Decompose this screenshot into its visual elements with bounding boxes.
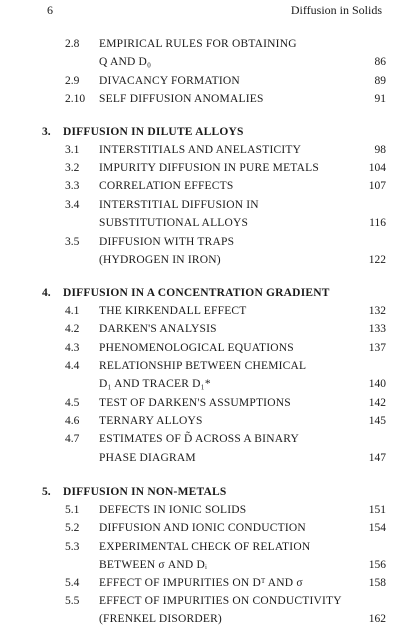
- toc-entry: [0, 559, 416, 579]
- toc-entry: [0, 522, 416, 542]
- entry-page: 104: [368, 162, 386, 174]
- chapter-number: 5.: [42, 486, 51, 498]
- entry-title: ESTIMATES OF D̃ ACROSS A BINARY: [99, 433, 299, 445]
- entry-title: (FRENKEL DISORDER): [99, 613, 222, 625]
- toc-entry: [0, 236, 416, 256]
- entry-number: 5.2: [65, 522, 80, 534]
- entry-page: 132: [368, 305, 386, 317]
- entry-page: 151: [368, 504, 386, 516]
- entry-number: 4.1: [65, 305, 80, 317]
- entry-title: DIFFUSION AND IONIC CONDUCTION: [99, 522, 306, 534]
- entry-page: 140: [368, 378, 386, 390]
- toc-entry: [0, 342, 416, 362]
- entry-title: IMPURITY DIFFUSION IN PURE METALS: [99, 162, 319, 174]
- entry-page: 91: [374, 93, 386, 105]
- entry-title: SELF DIFFUSION ANOMALIES: [99, 93, 264, 105]
- entry-number: 4.4: [65, 360, 80, 372]
- entry-number: 3.5: [65, 236, 80, 248]
- entry-title: CORRELATION EFFECTS: [99, 180, 234, 192]
- toc-entry: [0, 577, 416, 597]
- entry-page: 107: [368, 180, 386, 192]
- toc-entry: [0, 254, 416, 274]
- chapter-heading: [0, 126, 416, 146]
- entry-page: 86: [374, 56, 386, 68]
- toc-entry: [0, 217, 416, 237]
- entry-title: THE KIRKENDALL EFFECT: [99, 305, 247, 317]
- entry-number: 3.3: [65, 180, 80, 192]
- chapter-heading: [0, 486, 416, 506]
- toc-entry: [0, 613, 416, 633]
- toc-entry: [0, 75, 416, 95]
- entry-number: 4.7: [65, 433, 80, 445]
- toc-entry: [0, 93, 416, 113]
- toc-entry: [0, 38, 416, 58]
- page-number: 6: [47, 3, 53, 17]
- entry-number: 3.1: [65, 144, 80, 156]
- entry-number: 5.3: [65, 541, 80, 553]
- entry-number: 2.9: [65, 75, 80, 87]
- entry-title: RELATIONSHIP BETWEEN CHEMICAL: [99, 360, 307, 372]
- toc-entry: [0, 56, 416, 76]
- entry-title: TEST OF DARKEN'S ASSUMPTIONS: [99, 397, 291, 409]
- toc-entry: [0, 180, 416, 200]
- entry-title: PHASE DIAGRAM: [99, 452, 196, 464]
- entry-title: DIFFUSION WITH TRAPS: [99, 236, 235, 248]
- entry-page: 142: [368, 397, 386, 409]
- entry-number: 2.8: [65, 38, 80, 50]
- chapter-title: DIFFUSION IN A CONCENTRATION GRADIENT: [63, 287, 330, 299]
- toc-entry: [0, 541, 416, 561]
- entry-number: 4.2: [65, 323, 80, 335]
- entry-number: 5.1: [65, 504, 80, 516]
- entry-number: 3.2: [65, 162, 80, 174]
- entry-title: TERNARY ALLOYS: [99, 415, 203, 427]
- entry-number: 4.3: [65, 342, 80, 354]
- entry-page: 137: [368, 342, 386, 354]
- toc-entry: [0, 378, 416, 398]
- entry-page: 145: [368, 415, 386, 427]
- chapter-number: 4.: [42, 287, 51, 299]
- entry-title: INTERSTITIALS AND ANELASTICITY: [99, 144, 302, 156]
- entry-title: DEFECTS IN IONIC SOLIDS: [99, 504, 247, 516]
- entry-page: 116: [369, 217, 386, 229]
- entry-page: 122: [368, 254, 386, 266]
- toc-entry: [0, 595, 416, 615]
- entry-page: 158: [368, 577, 386, 589]
- toc-entry: [0, 199, 416, 219]
- entry-title: SUBSTITUTIONAL ALLOYS: [99, 217, 249, 229]
- entry-title: PHENOMENOLOGICAL EQUATIONS: [99, 342, 294, 354]
- entry-number: 3.4: [65, 199, 80, 211]
- toc-entry: [0, 162, 416, 182]
- page-header: [0, 3, 416, 21]
- entry-page: 156: [368, 559, 386, 571]
- chapter-number: 3.: [42, 126, 51, 138]
- entry-title: (HYDROGEN IN IRON): [99, 254, 221, 266]
- entry-number: 5.4: [65, 577, 80, 589]
- running-title: Diffusion in Solids: [290, 3, 382, 17]
- toc-entry: [0, 323, 416, 343]
- entry-title: EMPIRICAL RULES FOR OBTAINING: [99, 38, 297, 50]
- entry-number: 2.10: [65, 93, 86, 105]
- entry-title: INTERSTITIAL DIFFUSION IN: [99, 199, 259, 211]
- chapter-title: DIFFUSION IN NON-METALS: [63, 486, 227, 498]
- entry-number: 4.6: [65, 415, 80, 427]
- entry-number: 5.5: [65, 595, 80, 607]
- entry-number: 4.5: [65, 397, 80, 409]
- entry-title: EFFECT OF IMPURITIES ON CONDUCTIVITY: [99, 595, 342, 607]
- entry-page: 154: [368, 522, 386, 534]
- toc-entry: [0, 397, 416, 417]
- chapter-title: DIFFUSION IN DILUTE ALLOYS: [63, 126, 244, 138]
- toc-entry: [0, 504, 416, 524]
- entry-title: BETWEEN σ AND Dᵢ: [99, 559, 208, 571]
- entry-title: DIVACANCY FORMATION: [99, 75, 240, 87]
- entry-title: Q AND D₀: [99, 56, 152, 68]
- chapter-heading: [0, 287, 416, 307]
- entry-page: 162: [368, 613, 386, 625]
- entry-title: EXPERIMENTAL CHECK OF RELATION: [99, 541, 311, 553]
- entry-title: D₁ AND TRACER D₁*: [99, 378, 211, 390]
- toc-entry: [0, 305, 416, 325]
- entry-page: 147: [368, 452, 386, 464]
- entry-page: 98: [374, 144, 386, 156]
- entry-page: 133: [368, 323, 386, 335]
- toc-entry: [0, 415, 416, 435]
- toc-entry: [0, 360, 416, 380]
- toc-entry: [0, 452, 416, 472]
- entry-title: DARKEN'S ANALYSIS: [99, 323, 217, 335]
- entry-page: 89: [374, 75, 386, 87]
- toc-entry: [0, 144, 416, 164]
- toc-entry: [0, 433, 416, 453]
- entry-title: EFFECT OF IMPURITIES ON Dᵀ AND σ: [99, 577, 303, 589]
